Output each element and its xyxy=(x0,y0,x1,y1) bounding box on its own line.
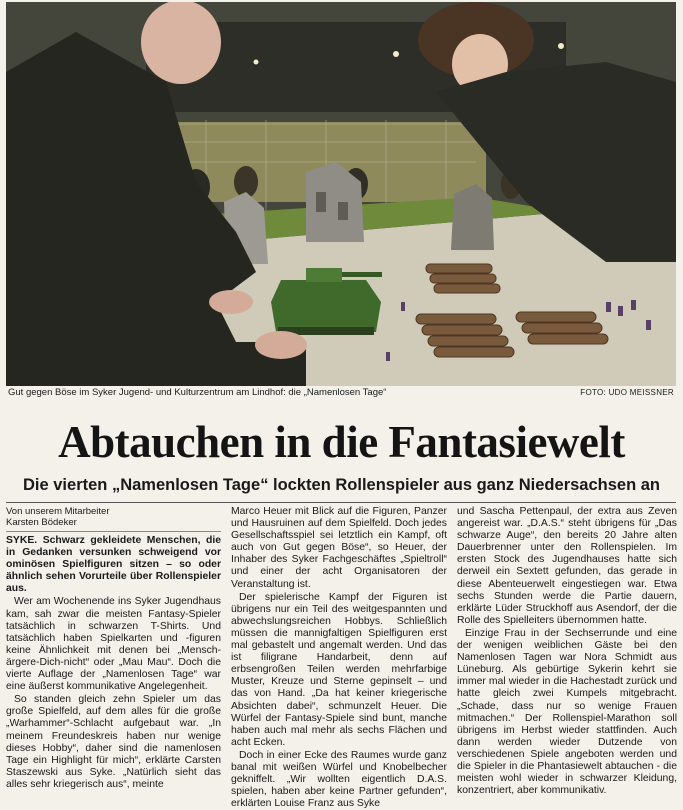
byline xyxy=(6,506,221,532)
divider xyxy=(6,502,676,503)
paragraph: Doch in einer Ecke des Raumes wurde ganz banal mit weißen Würfel und Knobelbecher gekniffelt. „Wir wollten eigentlich D.A.S. spielen, haben aber keine Partner gefunden“, erklärten Louise Franz aus Syke xyxy=(231,749,447,810)
paragraph: Marco Heuer mit Blick auf die Figuren, Panzer und Hausruinen auf dem Spielfeld. Doch jedes Gesellschaftsspiel sei letztlich ein Kampf, oft auch von Gut gegen Böse“, so Heuer, der Inhaber des Syker Fachgeschäftes „Spieltroll“ und einer der acht Organisatoren der Veranstaltung ist. xyxy=(231,506,447,590)
headline: Abtauchen in die Fantasiewelt xyxy=(58,417,625,467)
column-1 xyxy=(6,506,221,791)
paragraph: und Sascha Pettenpaul, der extra aus Zeven angereist war. „D.A.S.“ steht übrigens für „Das schwarze Auge“, den bereits 20 Jahre alten Dauerbrenner unter den Rollenspielen. Im ersten Stock des Jugendhauses hatte sich derweil ein Sextett gefunden, das gerade in diese Abenteuerwelt eingestiegen war. Etwa sechs Stunden werde die Partie dauern, erklärte Lüder Struckhoff aus Asendorf, der die Rolle des Spielleiters übernommen hatte. xyxy=(457,506,677,626)
lead-paragraph: SYKE. Schwarz gekleidete Menschen, die in Gedanken versunken schweigend vor ominösen Spielfiguren sitzen – so oder ähnlich sehen Vorurteile über Rollenspieler aus. xyxy=(6,535,221,595)
byline-line-1: Von unserem Mitarbeiter xyxy=(6,506,110,517)
subheadline: Die vierten „Namenlosen Tage“ lockten Rollenspieler aus ganz Niedersachsen an xyxy=(23,476,660,494)
photo-caption-row xyxy=(6,386,676,400)
paragraph: So standen gleich zehn Spieler um das große Spielfeld, auf dem alles für die große „Warhammer“-Schlacht aufgebaut war. „In meinem Freundeskreis haben nur wenige dieses Hobby“, daher sind die namenlosen Tage ein Highlight für mich“, erklärte Carsten Staszewski aus Syke. „Natürlich sieht das alles sehr kriegerisch aus“, meinte xyxy=(6,694,221,790)
photo-illustration xyxy=(6,2,676,386)
paragraph: Der spielerische Kampf der Figuren ist übrigens nur ein Teil des weitgespannten und abwechslungsreichen Hobbys. Schließlich müssen die mannigfaltigen Spielfiguren erst mal gebastelt und angemalt werden. Und das ist filigrane Handarbeit, denn auf erbsengroßen Teilen werden mehrfarbige Muster, Kreuze und Sterne gepinselt – und das von Hand. „Da hat keiner kriegerische Absichten dabei“, schmunzelt Heuer. Die Würfel der Fantasy-Spiele sind bunt, manche haben auch mal mehr als sechs Flächen und acht Ecken. xyxy=(231,591,447,748)
paragraph: Wer am Wochenende ins Syker Jugendhaus kam, sah zwar die meisten Fantasy-Spieler tatsächlich in schwarzen T-Shirts. Und tatsächlich haben Spielkarten und -figuren keine Ähnlichkeit mit denen bei „Mensch-ärgere-Dich-nicht“ oder „Mau Mau“. Doch die vierte Auflage der „Namenlosen Tage“ war eine äußerst kommunikative Angelegenheit. xyxy=(6,596,221,693)
column-2 xyxy=(231,506,447,810)
paragraph: Einzige Frau in der Sechserrunde und eine der wenigen weiblichen Gäste bei den Namenlosen Tagen war Nora Schmidt aus Lüneburg. Als gebürtige Sykerin kehrt sie immer mal wieder in die Hachestadt zurück und hatte gleich zwei Kumpels mitgebracht. „Schade, dass nur so wenige Frauen mitmachen.“ Der Rollenspiel-Marathon soll übrigens im Herbst wieder stattfinden. Auch dann werden wieder Dutzende von verschiedenen Spiele angeboten werden und die Spieler in die Phantasiewelt abtauchen - die meisten wohl wieder in schwarzer Kleidung, konzentriert, aber kommunikativ. xyxy=(457,627,677,797)
column-3 xyxy=(457,506,677,797)
photo-credit: FOTO: UDO MEISSNER xyxy=(580,388,674,397)
article-photo xyxy=(6,2,676,386)
photo-caption: Gut gegen Böse im Syker Jugend- und Kulturzentrum am Lindhof: die „Namenlosen Tage“ xyxy=(8,387,387,398)
byline-line-2: Karsten Bödeker xyxy=(6,517,77,528)
